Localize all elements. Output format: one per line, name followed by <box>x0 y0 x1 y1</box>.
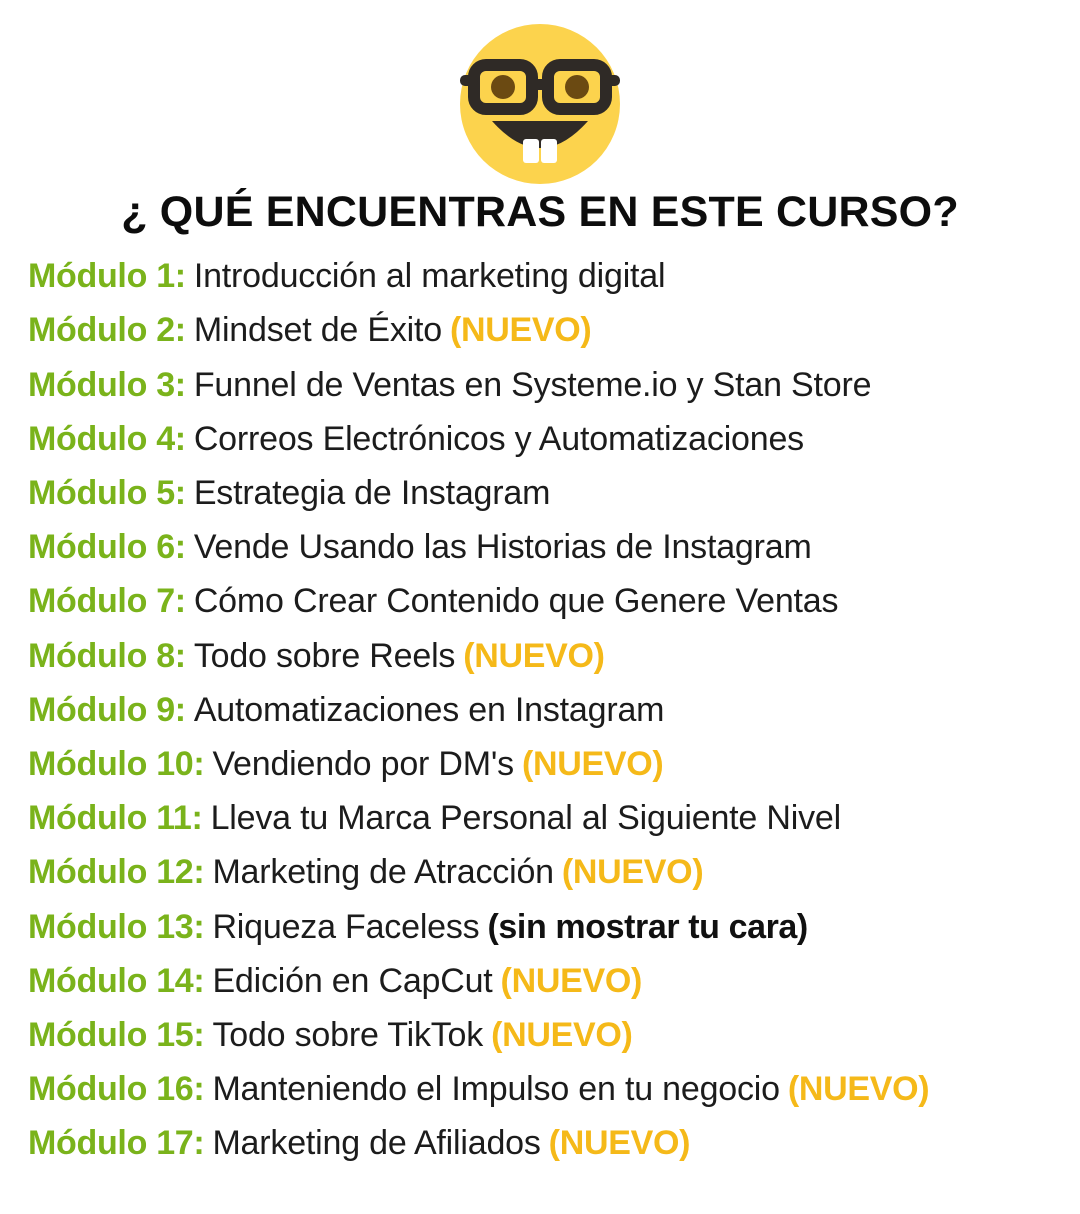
module-title: Lleva tu Marca Personal al Siguiente Nivel <box>210 799 841 838</box>
module-title: Edición en CapCut <box>212 961 493 1000</box>
list-item <box>28 412 1080 466</box>
module-title: Riqueza Faceless <box>212 907 480 946</box>
module-label: Módulo 11: <box>28 799 203 838</box>
list-item <box>28 900 1080 954</box>
module-label: Módulo 15: <box>28 1015 205 1054</box>
module-label: Módulo 9: <box>28 690 186 729</box>
list-item <box>28 791 1080 845</box>
list-item <box>28 1008 1080 1062</box>
module-list <box>0 249 1080 1170</box>
module-title: Cómo Crear Contenido que Genere Ventas <box>193 582 839 621</box>
list-item <box>28 358 1080 412</box>
page-title: ¿ QUÉ ENCUENTRAS EN ESTE CURSO? <box>121 188 959 236</box>
module-tag: (NUEVO) <box>561 853 704 892</box>
module-label: Módulo 17: <box>28 1124 205 1163</box>
list-item <box>28 1062 1080 1116</box>
module-label: Módulo 13: <box>28 907 205 946</box>
list-item <box>28 683 1080 737</box>
module-title: Funnel de Ventas en Systeme.io y Stan Store <box>193 365 872 404</box>
list-item <box>28 303 1080 357</box>
module-label: Módulo 4: <box>28 419 186 458</box>
list-item <box>28 520 1080 574</box>
module-tag: (NUEVO) <box>787 1070 930 1109</box>
list-item <box>28 845 1080 899</box>
module-label: Módulo 1: <box>28 257 186 296</box>
module-label: Módulo 16: <box>28 1070 205 1109</box>
module-label: Módulo 10: <box>28 744 205 783</box>
module-tag: (NUEVO) <box>449 311 592 350</box>
module-title: Todo sobre Reels <box>193 636 456 675</box>
list-item <box>28 249 1080 303</box>
module-title: Vendiendo por DM's <box>212 744 514 783</box>
nerd-face-emoji <box>0 0 1080 190</box>
module-tag: (NUEVO) <box>491 1015 633 1054</box>
module-tag: (NUEVO) <box>500 961 643 1000</box>
module-title: Introducción al marketing digital <box>193 257 666 296</box>
module-label: Módulo 5: <box>28 473 186 512</box>
list-item <box>28 954 1080 1008</box>
module-title: Marketing de Afiliados <box>212 1124 541 1163</box>
module-title: Automatizaciones en Instagram <box>193 690 665 729</box>
module-label: Módulo 14: <box>28 961 205 1000</box>
list-item <box>28 629 1080 683</box>
list-item <box>28 466 1080 520</box>
module-label: Módulo 6: <box>28 528 186 567</box>
module-label: Módulo 3: <box>28 365 186 404</box>
module-tag: (NUEVO) <box>548 1124 691 1163</box>
module-title: Todo sobre TikTok <box>212 1015 484 1054</box>
module-title: Correos Electrónicos y Automatizaciones <box>193 419 804 458</box>
module-label: Módulo 8: <box>28 636 186 675</box>
list-item <box>28 1116 1080 1170</box>
module-tag: (sin mostrar tu cara) <box>487 907 808 946</box>
module-tag: (NUEVO) <box>463 636 605 675</box>
module-label: Módulo 7: <box>28 582 186 621</box>
module-label: Módulo 12: <box>28 853 205 892</box>
module-title: Vende Usando las Historias de Instagram <box>193 528 812 567</box>
module-tag: (NUEVO) <box>521 744 664 783</box>
list-item <box>28 737 1080 791</box>
module-title: Estrategia de Instagram <box>193 473 551 512</box>
module-title: Marketing de Atracción <box>212 853 554 892</box>
module-title: Mindset de Éxito <box>193 311 442 350</box>
module-title: Manteniendo el Impulso en tu negocio <box>212 1070 780 1109</box>
list-item <box>28 574 1080 628</box>
module-label: Módulo 2: <box>28 311 186 350</box>
